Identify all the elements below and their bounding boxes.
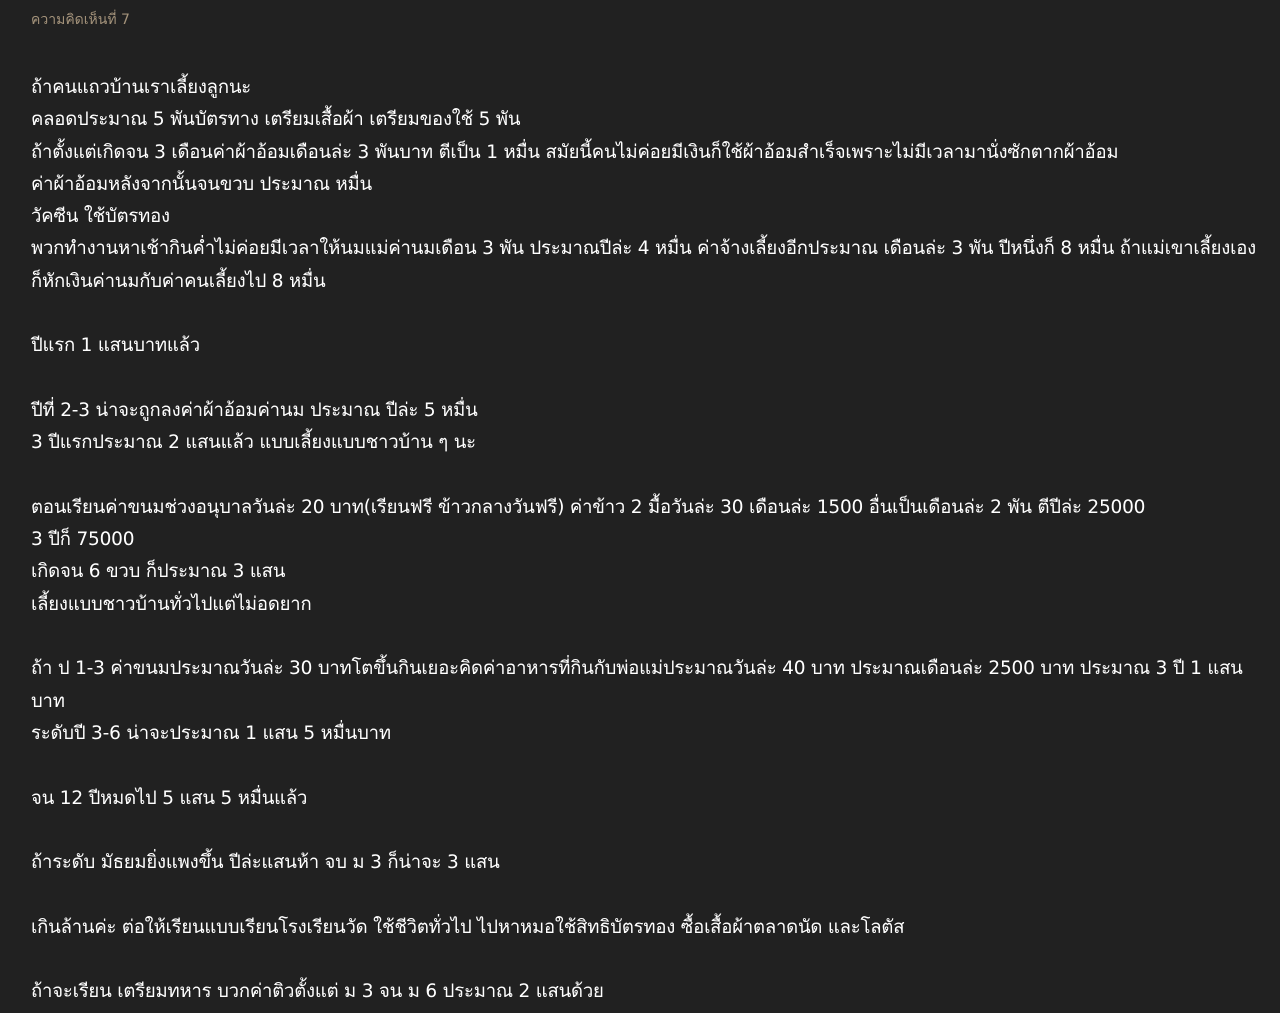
comment-line: วัคซีน ใช้บัตรทอง <box>31 206 170 228</box>
comment-line: พวกทำงานหาเช้ากินค่ำไม่ค่อยมีเวลาให้นมแม่ค่านมเดือน 3 พัน ประมาณปีล่ะ 4 หมื่น ค่าจ้างเลี้ยงอีกประมาณ เดือนล่ะ 3 พัน ปีหนึ่งก็ 8 หมื่น ถ้าแม่เขาเลี้ยงเองก็หักเงินค่านมกับค่าคนเลี้ยงไป 8 หมื่น <box>31 238 1256 292</box>
comment-line: ถ้าจะเรียน เตรียมทหาร บวกค่าติวตั้งแต่ ม 3 จน ม 6 ประมาณ 2 แสนด้วย <box>31 981 604 1003</box>
comment-line: 3 ปีแรกประมาณ 2 แสนแล้ว แบบเลี้ยงแบบชาวบ้าน ๆ นะ <box>31 432 476 454</box>
comment-line: จน 12 ปีหมดไป 5 แสน 5 หมื่นแล้ว <box>31 787 308 809</box>
comment-line: ปีแรก 1 แสนบาทแล้ว <box>31 335 200 357</box>
paragraph-gap <box>31 815 1260 847</box>
comment-line: ถ้าระดับ มัธยมยิ่งแพงขึ้น ปีล่ะแสนห้า จบ ม 3 ก็น่าจะ 3 แสน <box>31 852 500 874</box>
comment-line: ปีที่ 2-3 น่าจะถูกลงค่าผ้าอ้อมค่านม ประมาณ ปีล่ะ 5 หมื่น <box>31 399 478 421</box>
comment-line: เกิดจน 6 ขวบ ก็ประมาณ 3 แสน <box>31 561 286 583</box>
paragraph-gap <box>31 363 1260 395</box>
comment-line: ถ้าคนแถวบ้านเราเลี้ยงลูกนะ <box>31 77 252 98</box>
comment-line: ระดับปี 3-6 น่าจะประมาณ 1 แสน 5 หมื่นบาท <box>31 722 391 744</box>
paragraph-gap <box>31 298 1260 330</box>
comment-line: เกินล้านค่ะ ต่อให้เรียนแบบเรียนโรงเรียนวัด ใช้ชีวิตทั่วไป ไปหาหมอใช้สิทธิบัตรทอง ซื้อเสื้อผ้าตลาดนัด และโลตัส <box>31 916 905 938</box>
paragraph-gap <box>31 621 1260 653</box>
paragraph-gap <box>31 944 1260 976</box>
paragraph-gap <box>31 879 1260 911</box>
paragraph-gap <box>31 460 1260 492</box>
comment-number: ความคิดเห็นที่ 7 <box>31 12 130 28</box>
paragraph-gap <box>31 750 1260 782</box>
comment-line: ตอนเรียนค่าขนมช่วงอนุบาลวันล่ะ 20 บาท(เรียนฟรี ข้าวกลางวันฟรี) ค่าข้าว 2 มื้อวันล่ะ 30 เดือนล่ะ 1500 อื่นเป็นเดือนล่ะ 2 พัน ตีปีล่ะ 25000 <box>31 496 1146 518</box>
comment-line: เลี้ยงแบบชาวบ้านทั่วไปแต่ไม่อดยาก <box>31 593 312 615</box>
comment-line: ค่าผ้าอ้อมหลังจากนั้นจนขวบ ประมาณ หมื่น <box>31 173 372 195</box>
comment-line: 3 ปีก็ 75000 <box>31 529 135 551</box>
comment-body <box>31 72 1260 1009</box>
comment-line: ถ้าตั้งแต่เกิดจน 3 เดือนค่าผ้าอ้อมเดือนล่ะ 3 พันบาท ตีเป็น 1 หมื่น สมัยนี้คนไม่ค่อยมีเงินก็ใช้ผ้าอ้อมสำเร็จเพราะไม่มีเวลามานั่งซักตากผ้าอ้อม <box>31 141 1119 163</box>
comment-line: คลอดประมาณ 5 พันบัตรทาง เตรียมเสื้อผ้า เตรียมของใช้ 5 พัน <box>31 109 521 131</box>
comment-line: ถ้า ป 1-3 ค่าขนมประมาณวันล่ะ 30 บาทโตขึ้นกินเยอะคิดค่าอาหารที่กินกับพ่อแม่ประมาณวันล่ะ 40 บาท ประมาณเดือนล่ะ 2500 บาท ประมาณ 3 ปี 1 แสนบาท <box>31 658 1243 712</box>
